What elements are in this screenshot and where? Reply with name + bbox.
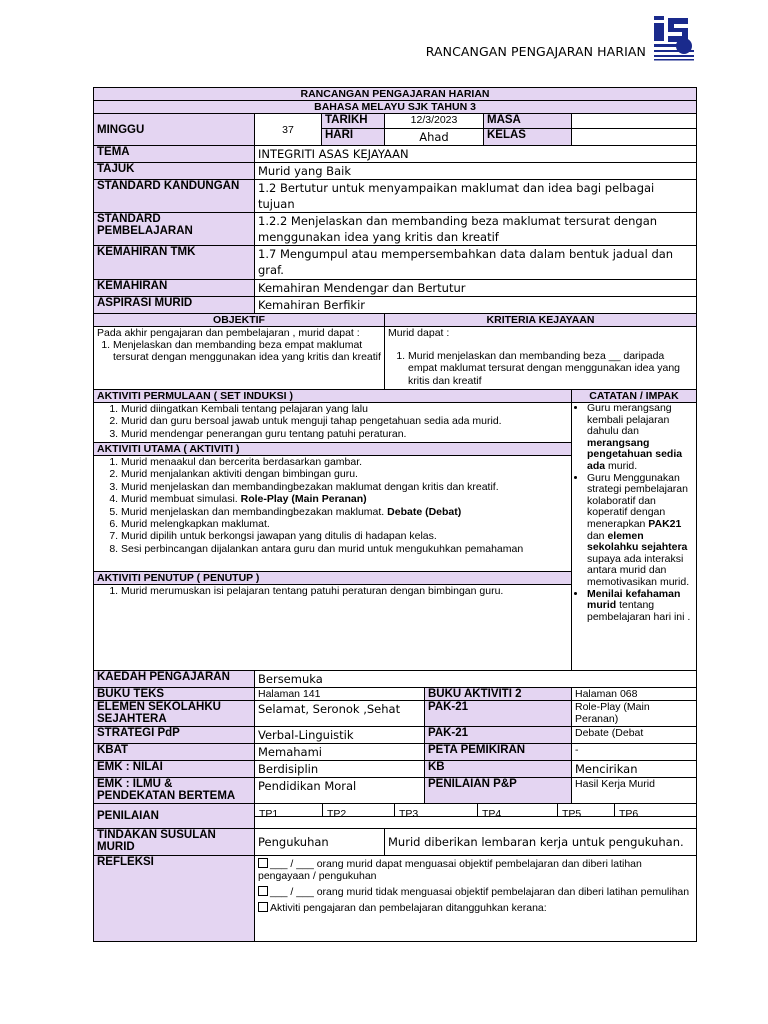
sp-label: STANDARD PEMBELAJARAN [94,213,255,246]
objektif-label: OBJEKTIF [94,314,385,327]
refleksi-item: ___ / ___ orang murid tidak menguasai objektif pembelajaran dan diberi latihan pemulihan [258,886,693,898]
kb-label: KB [425,761,572,778]
kriteria-item: 1. Murid menjelaskan dan membanding beza __ daripada empat maklumat tersurat dengan menggunakan idea yang kritis dan kreatif [408,350,693,387]
tarikh-value: 12/3/2023 [385,114,484,129]
penilaian-pp-value: Hasil Kerja Murid [572,778,697,804]
aktiviti-value: Halaman 068 [572,688,697,701]
kbat-value: Memahami [255,744,425,761]
penutup-item: 1. Murid merumuskan isi pelajaran tentang patuhi peraturan dengan bimbingan guru. [121,585,568,597]
tp-item: TP2 [323,804,395,817]
sk-label: STANDARD KANDUNGAN [94,180,255,213]
minggu-label: MINGGU [94,114,255,146]
ilmu-value: Pendidikan Moral [255,778,425,804]
buku-value: Halaman 141 [255,688,425,701]
strategi-value: Verbal-Linguistik [255,727,425,744]
catatan-item: • Guru Menggunakan strategi pembelajaran kolaboratif dan koperatif dengan menerapkan PAK21 dan elemen sekolahku sejahtera supaya ada interaksi antara murid dan memotivasikan murid. [587,473,693,589]
tindakan-b: Murid diberikan lembaran kerja untuk pengukuhan. [385,829,697,856]
aspirasi-label: ASPIRASI MURID [94,297,255,314]
kelas-label: KELAS [484,129,572,146]
permulaan-label: AKTIVITI PERMULAAN ( SET INDUKSI ) [94,390,572,403]
catatan-item: • Menilai kefahaman murid tentang pembelajaran hari ini . [587,589,693,624]
tmk-value: 1.7 Mengumpul atau mempersembahkan data dalam bentuk jadual dan graf. [255,246,697,280]
ministry-logo-icon [652,14,696,62]
tmk-label: KEMAHIRAN TMK [94,246,255,280]
pak1-label: PAK-21 [425,701,572,727]
utama-item: 3. Murid menjelaskan dan membandingbezakan maklumat dengan kritis dan kreatif. [121,481,568,493]
kaedah-value: Bersemuka [255,671,697,688]
nilai-value: Berdisiplin [255,761,425,778]
utama-item: 6. Murid melengkapkan maklumat. [121,518,568,530]
peta-label: PETA PEMIKIRAN [425,744,572,761]
checkbox-icon[interactable] [258,902,268,912]
kb-value: Mencirikan [572,761,697,778]
pak2-value: Debate (Debat [572,727,697,744]
permulaan-item: 1. Murid diingatkan Kembali tentang pelajaran yang lalu [121,403,568,415]
peta-value: - [572,744,697,761]
tp-item: TP1 [255,804,323,817]
kaedah-label: KAEDAH PENGAJARAN [94,671,255,688]
kbat-label: KBAT [94,744,255,761]
elemen-label: ELEMEN SEKOLAHKU SEJAHTERA [94,701,255,727]
catatan-cell [572,403,697,671]
doc-subtitle: BAHASA MELAYU SJK TAHUN 3 [94,101,697,114]
tindakan-label: TINDAKAN SUSULAN MURID [94,829,255,856]
checkbox-icon[interactable] [258,858,268,868]
utama-cell [94,456,572,572]
permulaan-cell [94,403,572,443]
tp-item: TP6 [615,804,696,817]
kemahiran-value: Kemahiran Mendengar dan Bertutur [255,280,697,297]
refleksi-item: Aktiviti pengajaran dan pembelajaran ditangguhkan kerana: [258,902,693,914]
tindakan-a: Pengukuhan [255,829,385,856]
tp-item: TP3 [395,804,478,817]
penilaian-pp-label: PENILAIAN P&P [425,778,572,804]
sk-value: 1.2 Bertutur untuk menyampaikan maklumat dan idea bagi pelbagai tujuan [255,180,697,213]
utama-item: 8. Sesi perbincangan dijalankan antara guru dan murid untuk mengukuhkan pemahaman [121,543,568,555]
tp-item: TP4 [478,804,558,817]
utama-item: 4. Murid membuat simulasi. Role-Play (Main Peranan) [121,493,568,505]
utama-item: 1. Murid menaakul dan bercerita berdasarkan gambar. [121,456,568,468]
aspirasi-value: Kemahiran Berfikir [255,297,697,314]
tema-label: TEMA [94,146,255,163]
kriteria-label: KRITERIA KEJAYAAN [385,314,697,327]
doc-title: RANCANGAN PENGAJARAN HARIAN [94,88,697,101]
objektif-intro: Pada akhir pengajaran dan pembelajaran , murid dapat : [97,327,360,339]
hari-label: HARI [322,129,385,146]
nilai-label: EMK : NILAI [94,761,255,778]
tp-cell [255,804,697,829]
kriteria-cell [385,327,697,390]
tarikh-label: TARIKH [322,114,385,129]
tema-value: INTEGRITI ASAS KEJAYAAN [255,146,697,163]
pak1-value: Role-Play (Main Peranan) [572,701,697,727]
minggu-value: 37 [255,114,322,146]
ilmu-label: EMK : ILMU & PENDEKATAN BERTEMA [94,778,255,804]
sp-value: 1.2.2 Menjelaskan dan membanding beza maklumat tersurat dengan menggunakan idea yang kritis dan kreatif [255,213,697,246]
checkbox-icon[interactable] [258,886,268,896]
header-title: RANCANGAN PENGAJARAN HARIAN [425,44,646,59]
kriteria-intro: Murid dapat : [388,327,450,339]
utama-item: 7. Murid dipilih untuk berkongsi jawapan yang ditulis di hadapan kelas. [121,530,568,542]
penilaian-label: PENILAIAN [94,804,255,829]
catatan-label: CATATAN / IMPAK [572,390,697,403]
permulaan-item: 2. Murid dan guru bersoal jawab untuk menguji tahap pengetahuan sedia ada murid. [121,415,568,427]
objektif-cell [94,327,385,390]
utama-item: 2. Murid menjalankan aktiviti dengan bimbingan guru. [121,468,568,480]
refleksi-cell [255,856,697,942]
refleksi-item: ___ / ___ orang murid dapat menguasai objektif pembelajaran dan diberi latihan pengayaan / pengukuhan [258,858,642,882]
masa-label: MASA [484,114,572,129]
kemahiran-label: KEMAHIRAN [94,280,255,297]
elemen-value: Selamat, Seronok ,Sehat [255,701,425,727]
utama-label: AKTIVITI UTAMA ( AKTIVITI ) [94,443,572,456]
rph-table [93,87,697,942]
buku-label: BUKU TEKS [94,688,255,701]
penutup-label: AKTIVITI PENUTUP ( PENUTUP ) [94,572,572,585]
masa-value [572,114,697,129]
hari-value: Ahad [385,129,484,146]
tp-item: TP5 [558,804,615,817]
pak2-label: PAK-21 [425,727,572,744]
tajuk-label: TAJUK [94,163,255,180]
catatan-item: • Guru merangsang kembali pelajaran dahulu dan merangsang pengetahuan sedia ada murid. [587,403,693,473]
objektif-item: 1. Menjelaskan dan membanding beza empat maklumat tersurat dengan menggunakan idea yang kritis dan kreatif [113,339,381,364]
tajuk-value: Murid yang Baik [255,163,697,180]
strategi-label: STRATEGI PdP [94,727,255,744]
penutup-cell [94,585,572,671]
aktiviti-label: BUKU AKTIVITI 2 [425,688,572,701]
kelas-value [572,129,697,146]
utama-item: 5. Murid menjelaskan dan membandingbezakan maklumat. Debate (Debat) [121,506,568,518]
permulaan-item: 3. Murid mendengar penerangan guru tentang patuhi peraturan. [121,428,568,440]
refleksi-label: REFLEKSI [94,856,255,942]
